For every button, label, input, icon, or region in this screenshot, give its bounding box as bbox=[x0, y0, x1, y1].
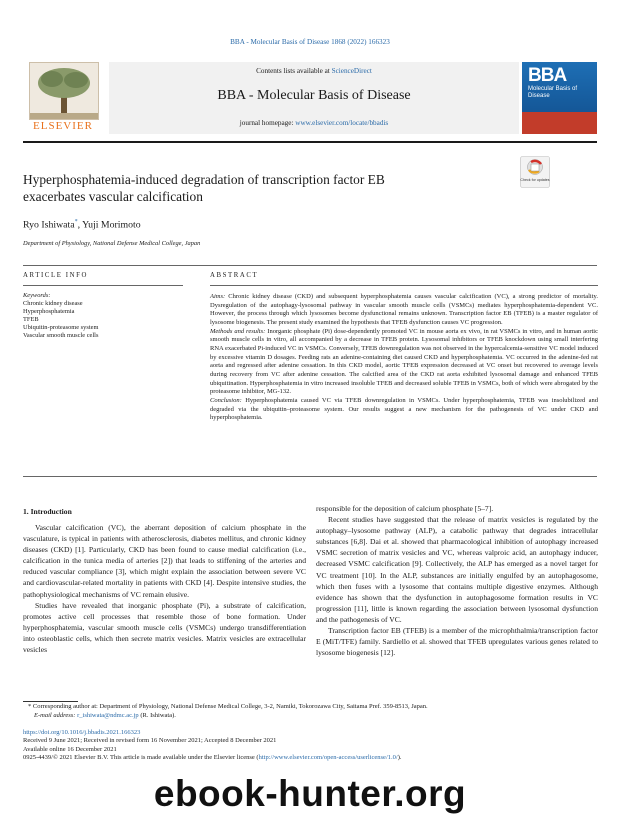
abstract-conclusion bbox=[210, 397, 598, 423]
journal-header bbox=[23, 62, 597, 134]
header-rule bbox=[23, 141, 597, 143]
doi-link[interactable]: https://doi.org/10.1016/j.bbadis.2021.166323 bbox=[23, 729, 141, 736]
methods-text: Inorganic phosphate (Pi) dose-dependently promoted VC in mouse aorta ex vivo, in rat VSMCs in vitro, and in human aortic smooth muscle cells in vitro, all accompanied by a decrease in TFEB protein. Lysosomal inhibitors or TFEB knockdown using small interfering RNA exacerbated Pi-induced VC in VSMCs. Conversely, TFEB downregulation was not observed in the hypercalcemia-sensitive VC model induced by excessive vitamin D dosages. Feeding rats an adenine-containing diet caused CKD and hyperphosphatemia. VC occurred in the adenine-fed rat aorta and regressed after adenine cessation. In this CKD model, aortic TFEB expression decreased at VC onset but recovered to average levels during recovery from VC after adenine cessation. The calcified area of the CKD rat aorta exhibited lysosomal damage and enhanced TFEB ubiquitination. Hyperphosphatemia in vitro increased insoluble TFEB and decreased soluble TFEB in VSMCs, both of which were abrogated by the proteasome inhibitor, MG-132. bbox=[210, 327, 598, 396]
title-line-1: Hyperphosphatemia-induced degradation of transcription factor EB bbox=[23, 172, 385, 187]
online-date: Available online 16 December 2021 bbox=[23, 745, 117, 753]
contents-prefix: Contents lists available at bbox=[256, 67, 332, 75]
affiliation: Department of Physiology, National Defense Medical College, Japan bbox=[23, 240, 201, 247]
intro-paragraph: Studies have revealed that inorganic phosphate (Pi), a substrate of calcification, promotes active cell processes that resemble those of bone formation. Under hyperphosphatemia, vascular smooth muscle cells (VSMCs) undergo transdifferentiation into osteoblastic cells, which then secrete matrix vesicles. Matrix vesicles are extracellular vesicles bbox=[23, 600, 306, 655]
aims-text: Chronic kidney disease (CKD) and subsequent hyperphosphatemia causes vascular calcification (VC), a strong predictor of mortality. Dysregulation of the autophagy-lysosomal pathway in vascular smooth muscle cells (VSMCs) mediates hyperphosphatemia-dependent VC. However, the process through which lysosomes become dysfunctional remains unknown. Transcription factor EB (TFEB) is a master regulator of lysosome biogenesis. The present study examined the hypothesis that TFEB dysfunction causes VC progression. bbox=[210, 293, 598, 326]
author-ishiwata[interactable]: Ryo Ishiwata bbox=[23, 219, 75, 231]
homepage-link[interactable]: www.elsevier.com/locate/bbadis bbox=[295, 119, 389, 127]
divider-bottom bbox=[23, 476, 597, 477]
author-line bbox=[23, 219, 141, 230]
license-link[interactable]: http://www.elsevier.com/open-access/userlicense/1.0/ bbox=[258, 753, 398, 761]
email-owner: (R. Ishiwata). bbox=[140, 712, 176, 719]
sciencedirect-link[interactable]: ScienceDirect bbox=[331, 67, 372, 75]
running-head[interactable]: BBA - Molecular Basis of Disease 1868 (2022) 166323 bbox=[230, 38, 390, 46]
intro-paragraph: Vascular calcification (VC), the aberrant deposition of calcium phosphate in the vasculature, is typical in patients with atherosclerosis, diabetes mellitus, and chronic kidney diseases (CKD) [1]. Particularly, CKD has been found to cause medial calcification (i.e., calcification in the tunica media of arteries [2]) that leads to stiffening of the arteries and reduced vascular compliance [3], which might explain the association between severe VC and cardiovascular-related mortality in patients with CKD [4]. Despite intensive studies, the pathophysiological mechanisms of VC remain elusive. bbox=[23, 523, 306, 599]
check-updates-icon bbox=[520, 156, 550, 188]
email-link[interactable]: r_ishiwata@ndmc.ac.jp bbox=[77, 712, 139, 719]
abstract-heading: ABSTRACT bbox=[210, 272, 259, 279]
title-line-2: exacerbates vascular calcification bbox=[23, 189, 203, 204]
keyword-item: Hyperphosphatemia bbox=[23, 308, 75, 315]
aims-label: Aims: bbox=[210, 293, 226, 300]
license-line bbox=[23, 754, 597, 762]
author-separator: , bbox=[77, 219, 83, 231]
body-column-left bbox=[23, 522, 306, 655]
conclusion-text: Hyperphosphatemia caused VC via TFEB downregulation in VSMCs. Under hyperphosphatemia, TFEB was insolubilized and degraded via the ubiquitin–proteasome system. Our results suggest a new mechanism for the pathogenesis of VC under CKD and hyperphosphatemia. bbox=[210, 396, 598, 422]
footnote-text: Corresponding author at: Department of Physiology, National Defense Medical College, 3-2, Namiki, Tokorozawa City, Saitama Pref. 359-8513, Japan. bbox=[32, 703, 428, 710]
abstract-methods bbox=[210, 328, 598, 397]
section-heading-introduction: 1. Introduction bbox=[23, 507, 72, 516]
conclusion-label: Conclusion: bbox=[210, 396, 242, 404]
cover-title: BBA bbox=[528, 65, 567, 86]
check-updates-label: Check for updates bbox=[520, 178, 550, 182]
license-suffix: ). bbox=[397, 753, 402, 761]
article-info-heading: ARTICLE INFO bbox=[23, 272, 89, 279]
intro-paragraph: Transcription factor EB (TFEB) is a member of the microphthalmia/transcription factor E (MiT/TFE) family. Sardiello et al. showed that TFEB upregulates various genes related to lysosome biogenesis [12]. bbox=[316, 626, 598, 658]
keyword-item: TFEB bbox=[23, 316, 39, 323]
abstract-body bbox=[210, 293, 598, 423]
abstract-aims bbox=[210, 293, 598, 328]
homepage-prefix: journal homepage: bbox=[239, 119, 296, 127]
elsevier-logo[interactable] bbox=[23, 62, 103, 134]
intro-paragraph-continued: responsible for the deposition of calcium phosphate [5–7]. bbox=[316, 504, 494, 513]
email-label: E-mail address: bbox=[34, 712, 76, 719]
keyword-item: Chronic kidney disease bbox=[23, 300, 83, 307]
corresponding-author-mark[interactable]: * bbox=[74, 219, 78, 225]
keyword-item: Ubiquitin-proteasome system bbox=[23, 324, 99, 331]
journal-cover[interactable] bbox=[522, 62, 597, 134]
keywords-block bbox=[23, 292, 183, 340]
footnote-email bbox=[28, 711, 596, 720]
footnote-address bbox=[28, 702, 596, 711]
divider-abstract bbox=[210, 285, 598, 286]
cover-subtitle: Molecular Basis of Disease bbox=[528, 86, 578, 99]
footnote bbox=[28, 702, 596, 720]
methods-label: Methods and results: bbox=[210, 327, 266, 335]
article-title bbox=[23, 171, 493, 205]
watermark: ebook-hunter.org bbox=[153, 773, 467, 814]
license-prefix: 0925-4439/© 2021 Elsevier B.V. This article is made available under the Elsevier license ( bbox=[23, 753, 259, 761]
cover-band bbox=[522, 112, 597, 134]
divider-top bbox=[23, 265, 597, 266]
article-dates bbox=[23, 729, 597, 762]
footnote-mark: * bbox=[28, 703, 32, 710]
body-column-right bbox=[316, 503, 598, 658]
divider-info bbox=[23, 285, 183, 286]
elsevier-wordmark: ELSEVIER bbox=[33, 120, 93, 132]
check-for-updates-button[interactable] bbox=[520, 156, 550, 188]
keywords-label: Keywords: bbox=[23, 292, 51, 299]
contents-line bbox=[109, 67, 519, 75]
intro-paragraph: Recent studies have suggested that the release of matrix vesicles is regulated by the autophagy–lysosome pathway (ALP), a catabolic pathway that degrades intracellular substances [6,8]. Dai et al. showed that pharmacological inhibition of autophagy increased VSMC secretion of matrix vesicles and VC, whereas valproic acid, an autophagy inducer, decreased VSMC calcification [9]. Collectively, the ALP has emerged as a novel target for VC treatment [10]. In the ALP, substances are initially engulfed by an autophagosome, which then fuses with a lysosome that contains multiple digestive enzymes. Although evidence has shown that the dysfunction in autophagosome formation results in VC progression [11], little is known regarding the association between lysosomal dysfunction and the pathogenesis of VC. bbox=[316, 515, 598, 624]
keyword-item: Vascular smooth muscle cells bbox=[23, 332, 99, 339]
homepage-line bbox=[109, 119, 519, 127]
journal-banner bbox=[109, 62, 519, 134]
tree-logo-icon bbox=[29, 62, 99, 120]
author-morimoto[interactable]: Yuji Morimoto bbox=[82, 219, 141, 231]
journal-name: BBA - Molecular Basis of Disease bbox=[217, 88, 411, 103]
history-dates: Received 9 June 2021; Received in revised form 16 November 2021; Accepted 8 December 2021 bbox=[23, 737, 277, 745]
